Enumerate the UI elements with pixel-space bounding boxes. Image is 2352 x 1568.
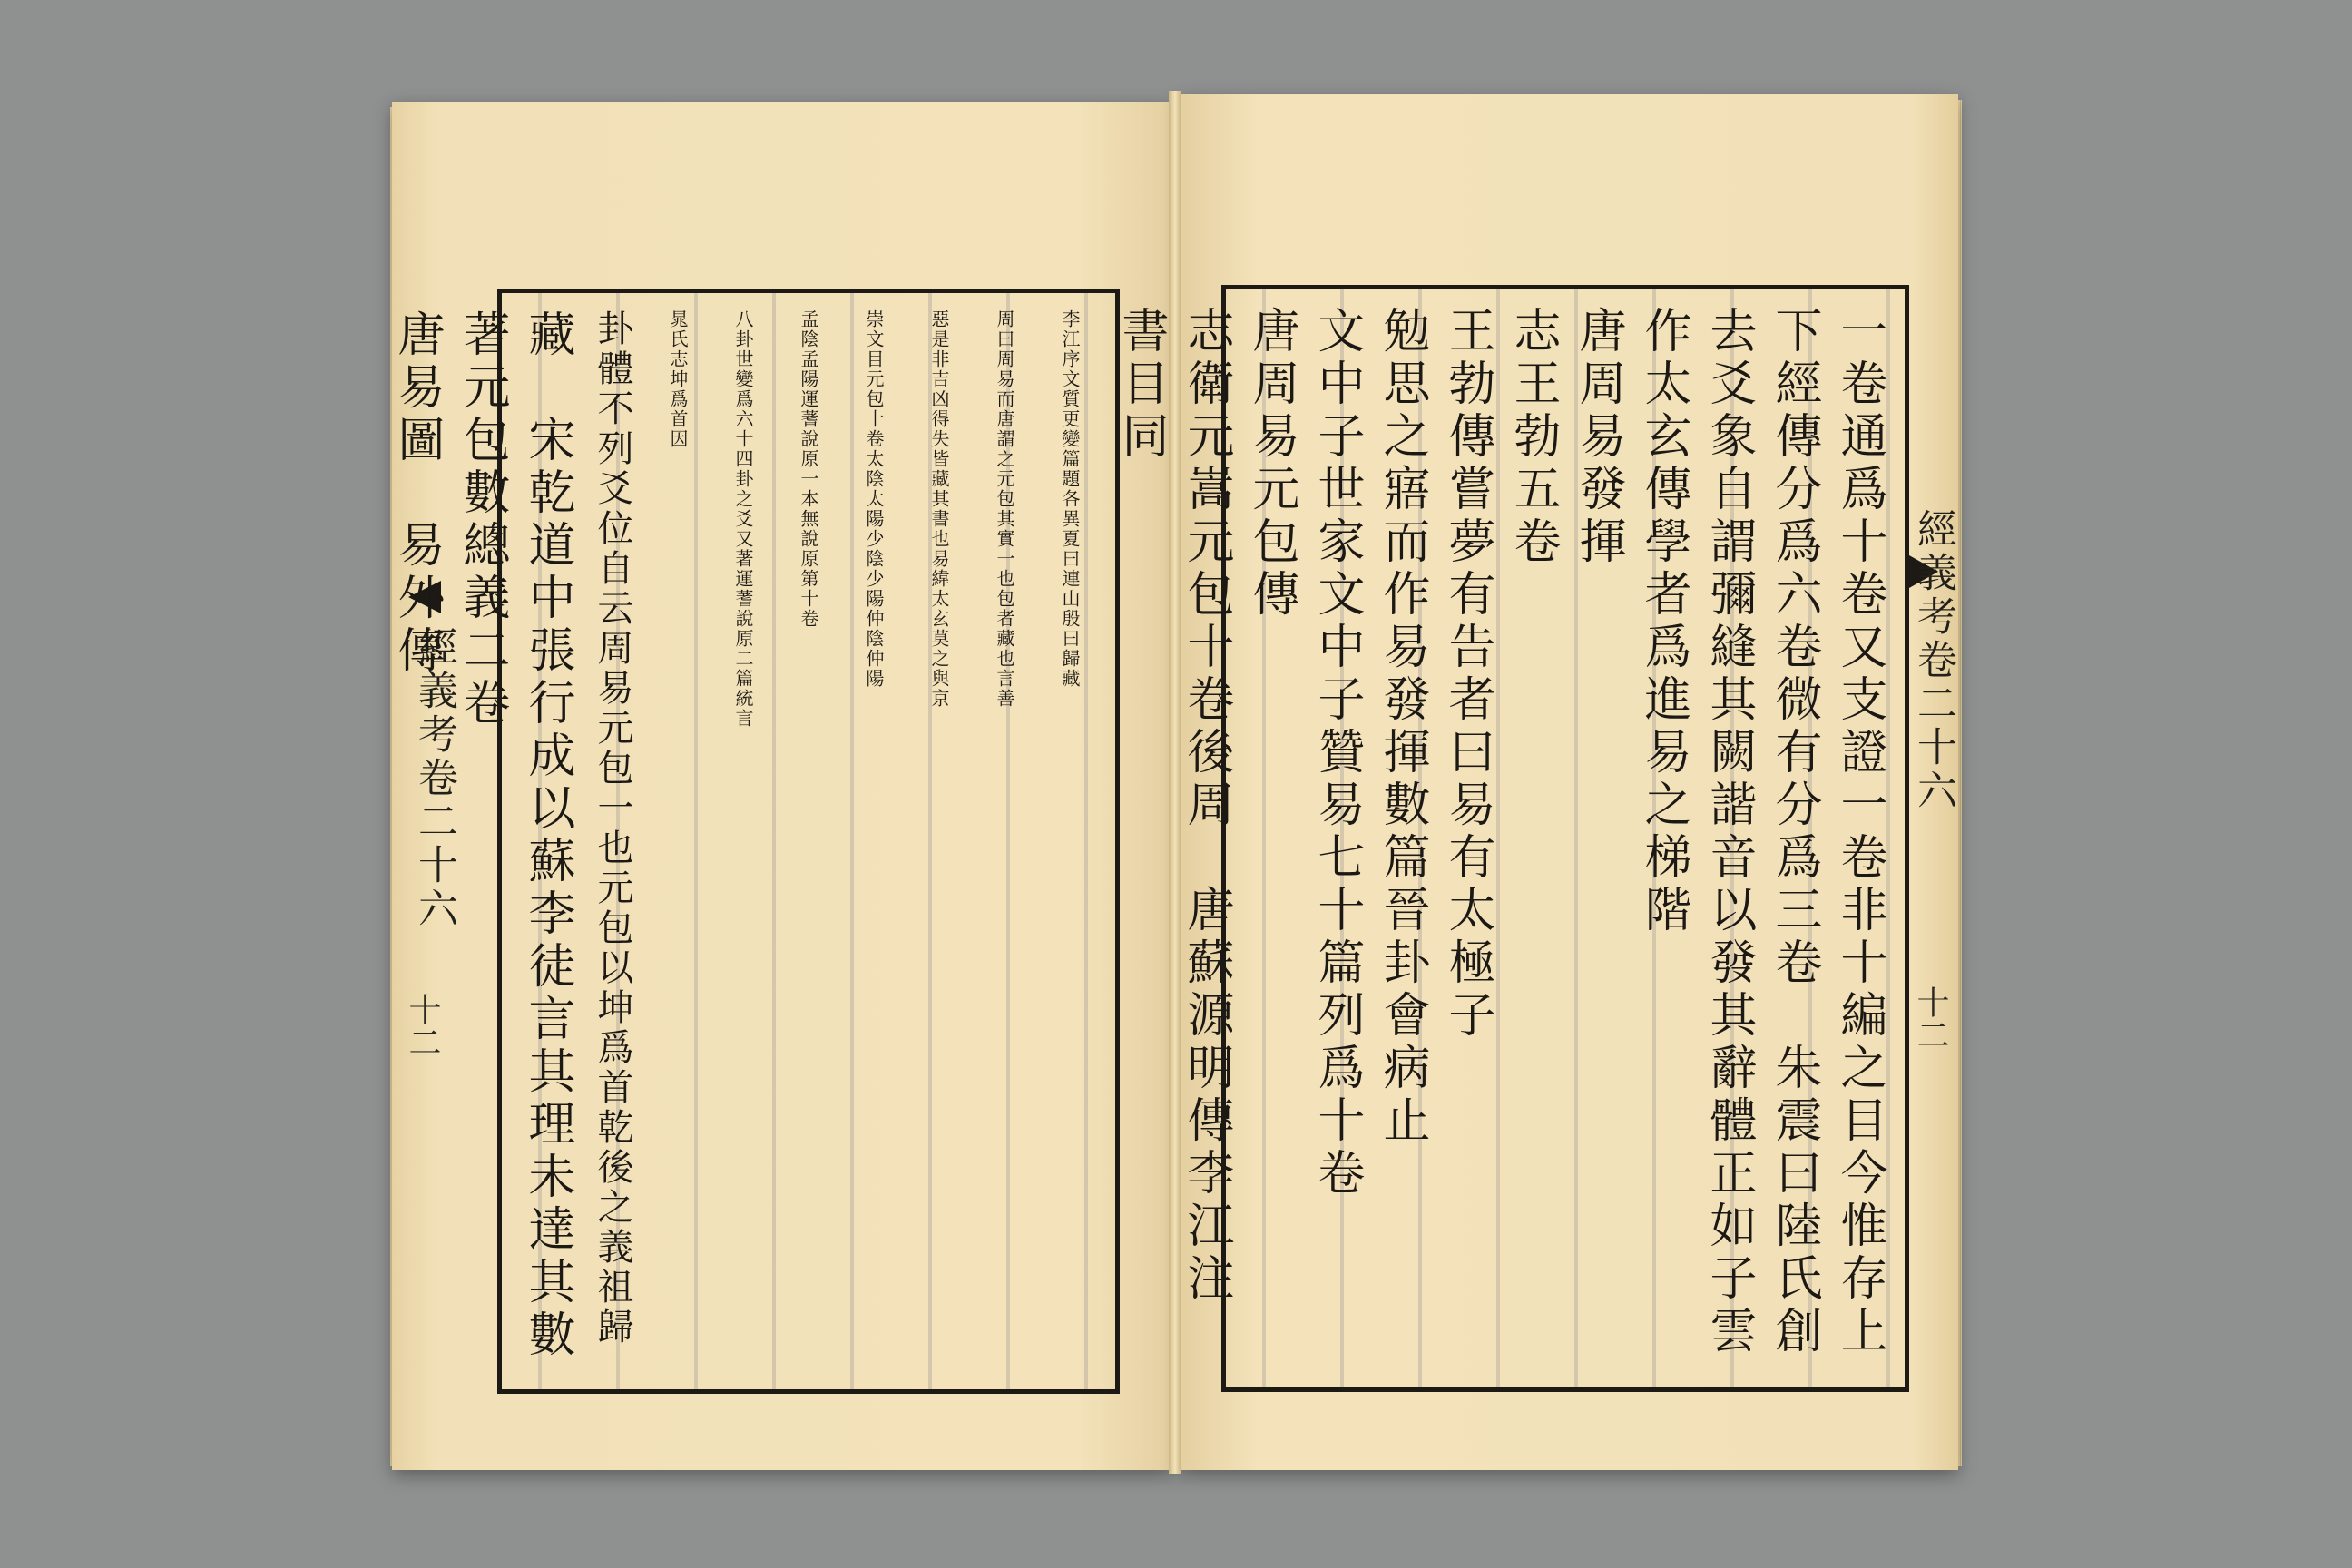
left-columns — [384, 309, 1102, 1362]
text-column: 下經傳分爲六卷微有分爲三卷 朱震曰陸氏創 — [1767, 306, 1821, 1358]
text-column: 惡是非吉凶得失皆藏其書也易緯太玄莫之與京 — [928, 309, 950, 709]
text-column: 志衛元嵩元包十卷後周 唐蘇源明傳李江注 — [1179, 306, 1233, 1306]
text-column: 勉思之寤而作易發揮數篇晉卦會病止 — [1375, 306, 1429, 1148]
text-column: 唐周易發揮 — [1571, 306, 1625, 569]
text-column: 唐易圖 易外傳 — [389, 309, 444, 678]
right-text-frame — [1113, 285, 1909, 1392]
text-column: 一卷通爲十卷又支證一卷非十編之目今惟存上 — [1832, 306, 1886, 1358]
text-column: 藏 宋乾道中張行成以蘇李徒言其理未達其數 — [520, 309, 574, 1362]
text-column: 唐周易元包傳 — [1244, 306, 1298, 622]
text-column: 李江序文質更變篇題各異夏曰連山殷曰歸藏 — [1059, 309, 1081, 689]
text-column: 去爻象自謂彌縫其闕諧音以發其辭體正如子雲 — [1701, 306, 1756, 1358]
right-columns — [1108, 306, 1892, 1358]
right-margin-title: 經義考卷二十六 — [1910, 508, 1956, 813]
text-column: 著元包數總義二卷 — [455, 309, 509, 730]
left-margin-title: 經義考卷二十六 — [411, 626, 457, 931]
left-page-number: 十二 — [404, 993, 441, 1058]
text-column: 卦體不列爻位自云周易元包一也元包以坤爲首乾後之義祖歸 — [592, 309, 633, 1348]
right-page-number: 十二 — [1912, 985, 1949, 1051]
text-column: 崇文目元包十卷太陰太陽少陰少陽仲陰仲陽 — [863, 309, 885, 689]
text-column: 王勃傳嘗夢有告者曰易有太極子 — [1440, 306, 1494, 1043]
text-column: 晁氏志坤爲首因 — [667, 309, 689, 449]
text-column: 書目同 — [1113, 306, 1168, 464]
text-column: 文中子世家文中子贊易七十篇列爲十卷 — [1309, 306, 1364, 1200]
text-column: 八卦世變爲六十四卦之爻又著運蓍說原二篇統言 — [732, 309, 754, 729]
text-column: 孟陰孟陽運蓍說原一本無說原第十卷 — [798, 309, 819, 629]
text-column: 志王勃五卷 — [1505, 306, 1560, 569]
text-column: 周曰周易而唐謂之元包其實一也包者藏也言善 — [994, 309, 1015, 709]
text-column: 作太玄傳學者爲進易之梯階 — [1636, 306, 1690, 937]
